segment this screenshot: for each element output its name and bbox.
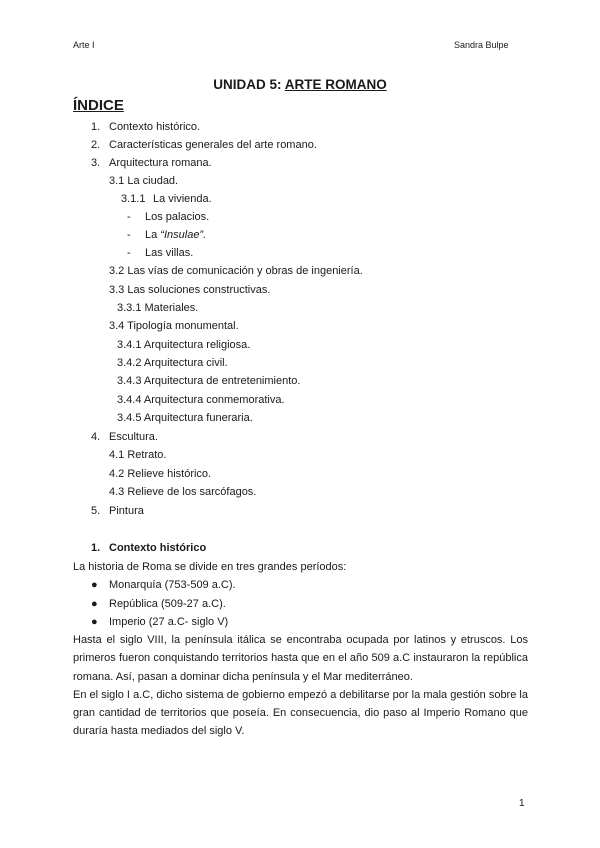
title-main: ARTE ROMANO [284, 77, 387, 92]
toc-item: Los palacios. [145, 211, 210, 223]
toc-item: 3.4.5 Arquitectura funeraria. [117, 412, 253, 424]
page-number: 1 [519, 798, 525, 809]
section-number: 1. [91, 542, 101, 554]
list-item: República (509-27 a.C). [109, 598, 226, 610]
body-text [73, 631, 528, 741]
toc-item: 3.3.1 Materiales. [117, 302, 199, 314]
toc-number: 1. [91, 121, 101, 133]
index-heading: ÍNDICE [73, 97, 124, 114]
toc-item: 3.4.3 Arquitectura de entretenimiento. [117, 375, 301, 387]
toc-item: 3.1 La ciudad. [109, 175, 179, 187]
toc-number: 4. [91, 431, 101, 443]
toc-item-italic: “Insulae”. [160, 229, 207, 241]
toc-dash: - [127, 211, 131, 223]
toc-item: 3.4.1 Arquitectura religiosa. [117, 339, 251, 351]
paragraph: Hasta el siglo VIII, la península itálica se encontraba ocupada por latinos y etruscos. Los primeros fueron conquistando territorios hasta que en el año 509 a.C instauraron la república romana. Así, pasan a dominar dicha península y el Mar mediterráneo. [73, 634, 528, 683]
toc-number: 2. [91, 139, 101, 151]
toc-item: 3.4.4 Arquitectura conmemorativa. [117, 394, 285, 406]
toc-item: 4.3 Relieve de los sarcófagos. [109, 486, 257, 498]
section-heading: Contexto histórico [109, 542, 207, 554]
toc-item: 4.1 Retrato. [109, 449, 167, 461]
toc-item-prefix: La [145, 229, 161, 241]
list-item: Imperio (27 a.C- siglo V) [109, 616, 229, 628]
toc-item: Escultura. [109, 431, 158, 443]
toc-dash: - [127, 247, 131, 259]
toc-item: 3.3 Las soluciones constructivas. [109, 284, 271, 296]
toc-number: 3.1.1 [121, 193, 146, 205]
toc-item: 3.2 Las vías de comunicación y obras de ingeniería. [109, 265, 363, 277]
header-left: Arte I [73, 40, 95, 50]
toc-item: La vivienda. [153, 193, 212, 205]
toc-number: 5. [91, 505, 101, 517]
toc-item: 4.2 Relieve histórico. [109, 468, 212, 480]
toc-item [145, 228, 206, 242]
toc-item: 3.4.2 Arquitectura civil. [117, 357, 228, 369]
toc-item: Las villas. [145, 247, 194, 259]
toc-dash: - [127, 229, 131, 241]
bullet-icon: ● [91, 579, 98, 591]
header-right: Sandra Bulpe [454, 40, 509, 50]
paragraph: En el siglo I a.C, dicho sistema de gobierno empezó a debilitarse por la mala gestión sobre la gran cantidad de territorios que poseía. En consecuencia, dio paso al Imperio Romano que duraría hasta mediados del siglo V. [73, 688, 528, 738]
toc-item: Pintura [109, 505, 144, 517]
bullet-icon: ● [91, 598, 98, 610]
toc-item: 3.4 Tipología monumental. [109, 320, 239, 332]
toc-number: 3. [91, 157, 101, 169]
section-intro: La historia de Roma se divide en tres grandes períodos: [73, 561, 347, 573]
bullet-icon: ● [91, 616, 98, 628]
title-prefix: UNIDAD 5: [213, 77, 285, 92]
toc-item: Arquitectura romana. [109, 157, 212, 169]
toc-item: Características generales del arte romano. [109, 139, 317, 151]
page-title [0, 77, 600, 92]
list-item: Monarquía (753-509 a.C). [109, 579, 236, 591]
toc-item: Contexto histórico. [109, 121, 201, 133]
